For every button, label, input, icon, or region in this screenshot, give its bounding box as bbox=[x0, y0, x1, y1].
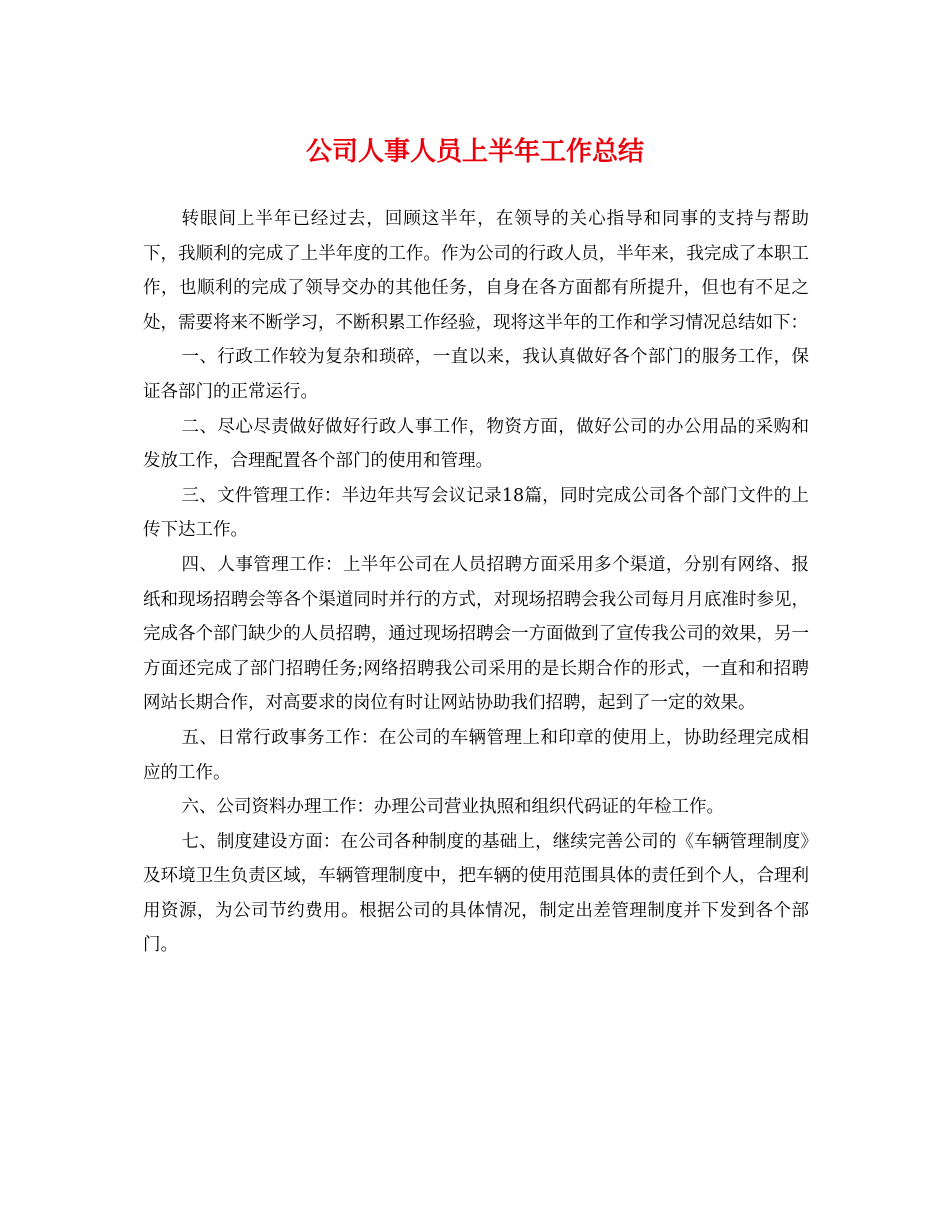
document-title: 公司人事人员上半年工作总结 bbox=[305, 137, 644, 167]
paragraph-item-1: 一、行政工作较为复杂和琐碎，一直以来，我认真做好各个部门的服务工作，保证各部门的正常运行。 bbox=[143, 347, 809, 402]
paragraph-item-3: 三、文件管理工作：半边年共写会议记录18篇，同时完成公司各个部门文件的上传下达工作。 bbox=[143, 485, 809, 541]
paragraph-intro: 转眼间上半年已经过去，回顾这半年，在领导的关心指导和同事的支持与帮助下，我顺利的完成了上半年度的工作。作为公司的行政人员，半年来，我完成了本职工作，也顺利的完成了领导交办的其他任务，自身在各方面都有所提升，但也有不足之处，需要将来不断学习，不断积累工作经验，现将这半年的工作和学习情况总结如下： bbox=[143, 209, 809, 333]
paragraph-item-4: 四、人事管理工作：上半年公司在人员招聘方面采用多个渠道，分别有网络、报纸和现场招聘会等各个渠道同时并行的方式，对现场招聘会我公司每月月底准时参见，完成各个部门缺少的人员招聘，通过现场招聘会一方面做到了宣传我公司的效果，另一方面还完成了部门招聘任务;网络招聘我公司采用的是长期合作的形式，一直和和招聘网站长期合作，对高要求的岗位有时让网站协助我们招聘，起到了一定的效果。 bbox=[143, 554, 809, 714]
paragraph-item-5: 五、日常行政事务工作：在公司的车辆管理上和印章的使用上，协助经理完成相应的工作。 bbox=[143, 727, 809, 783]
paragraph-item-7: 七、制度建设方面：在公司各种制度的基础上，继续完善公司的《车辆管理制度》及环境卫生负责区域，车辆管理制度中，把车辆的使用范围具体的责任到个人，合理利用资源，为公司节约费用。根据公司的具体情况，制定出差管理制度并下发到各个部门。 bbox=[143, 831, 809, 956]
paragraph-item-2: 二、尽心尽责做好做好行政人事工作，物资方面，做好公司的办公用品的采购和发放工作，合理配置各个部门的使用和管理。 bbox=[143, 416, 809, 472]
document-body bbox=[143, 202, 809, 963]
paragraph-item-6: 六、公司资料办理工作：办理公司营业执照和组织代码证的年检工作。 bbox=[181, 797, 724, 818]
